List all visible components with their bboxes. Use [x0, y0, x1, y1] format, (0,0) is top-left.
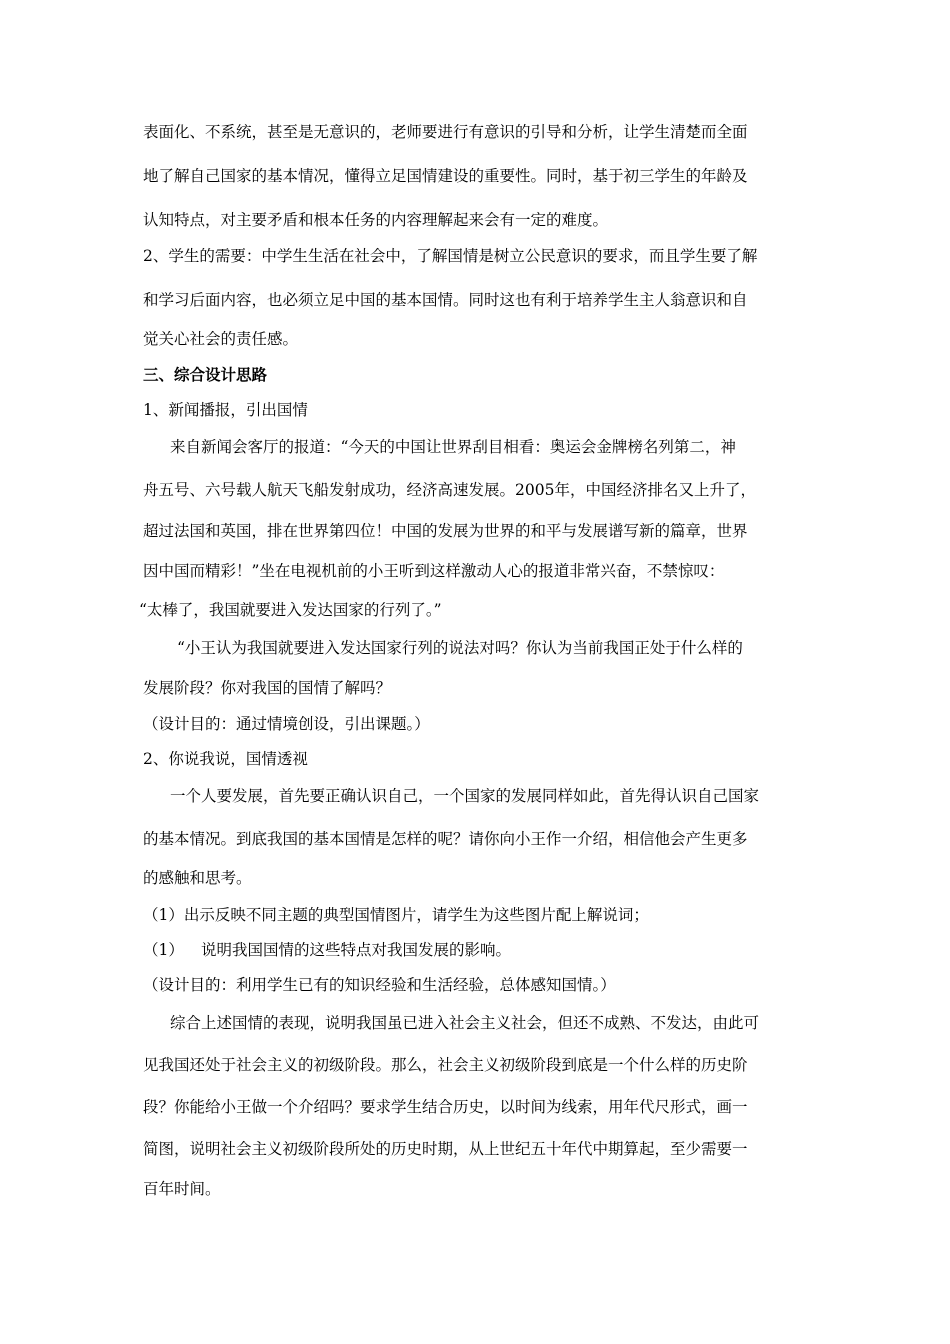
paragraph-line: 综合上述国情的表现，说明我国虽已进入社会主义社会，但还不成熟、不发达，由此可 [170, 1014, 760, 1032]
paragraph-line: 的感触和思考。 [143, 869, 252, 887]
list-item-number: （1） [143, 941, 184, 959]
paragraph-line: 一个人要发展，首先要正确认识自己，一个国家的发展同样如此，首先得认识自己国家 [170, 787, 760, 805]
section-heading: 三、综合设计思路 [143, 365, 268, 384]
paragraph-line: 表面化、不系统，甚至是无意识的，老师要进行有意识的引导和分析，让学生清楚而全面 [143, 123, 748, 141]
paragraph-line: 2、学生的需要：中学生生活在社会中，了解国情是树立公民意识的要求，而且学生要了解 [143, 247, 758, 265]
list-item-text: 说明我国国情的这些特点对我国发展的影响。 [201, 941, 512, 959]
list-item [143, 940, 811, 960]
paragraph-line: 来自新闻会客厅的报道：“今天的中国让世界刮目相看：奥运会金牌榜名列第二，神 [170, 438, 736, 456]
paragraph-line: 舟五号、六号载人航天飞船发射成功，经济高速发展。2005年，中国经济排名又上升了， [143, 481, 756, 499]
paragraph-line: 因中国而精彩！”坐在电视机前的小王听到这样激动人心的报道非常兴奋，不禁惊叹： [143, 562, 725, 580]
paragraph-line: 百年时间。 [143, 1180, 221, 1198]
paragraph-line: 段？你能给小王做一个介绍吗？要求学生结合历史，以时间为线索，用年代尺形式，画一 [143, 1098, 748, 1116]
subsection-heading: 1、新闻播报，引出国情 [143, 401, 308, 419]
design-purpose-note: （设计目的：利用学生已有的知识经验和生活经验，总体感知国情。） [143, 976, 616, 994]
paragraph-line: 和学习后面内容，也必须立足中国的基本国情。同时这也有利于培养学生主人翁意识和自 [143, 291, 748, 309]
paragraph-line: “小王认为我国就要进入发达国家行列的说法对吗？你认为当前我国正处于什么样的 [177, 639, 743, 657]
design-purpose-note: （设计目的：通过情境创设，引出课题。） [143, 715, 430, 733]
list-item: （1）出示反映不同主题的典型国情图片，请学生为这些图片配上解说词； [143, 906, 649, 924]
paragraph-line: 地了解自己国家的基本情况，懂得立足国情建设的重要性。同时，基于初三学生的年龄及 [143, 167, 748, 185]
paragraph-line: 见我国还处于社会主义的初级阶段。那么，社会主义初级阶段到底是一个什么样的历史阶 [143, 1056, 748, 1074]
paragraph-line: 超过法国和英国，排在世界第四位！中国的发展为世界的和平与发展谱写新的篇章，世界 [143, 522, 748, 540]
quote-line: “太棒了，我国就要进入发达国家的行列了。” [139, 601, 442, 619]
paragraph-line: 发展阶段？你对我国的国情了解吗？ [143, 679, 392, 697]
subsection-heading: 2、你说我说，国情透视 [143, 750, 308, 768]
paragraph-line: 认知特点，对主要矛盾和根本任务的内容理解起来会有一定的难度。 [143, 211, 609, 229]
paragraph-line: 觉关心社会的责任感。 [143, 330, 299, 348]
paragraph-line: 的基本情况。到底我国的基本国情是怎样的呢？请你向小王作一介绍，相信他会产生更多 [143, 830, 748, 848]
paragraph-line: 简图，说明社会主义初级阶段所处的历史时期，从上世纪五十年代中期算起，至少需要一 [143, 1140, 748, 1158]
